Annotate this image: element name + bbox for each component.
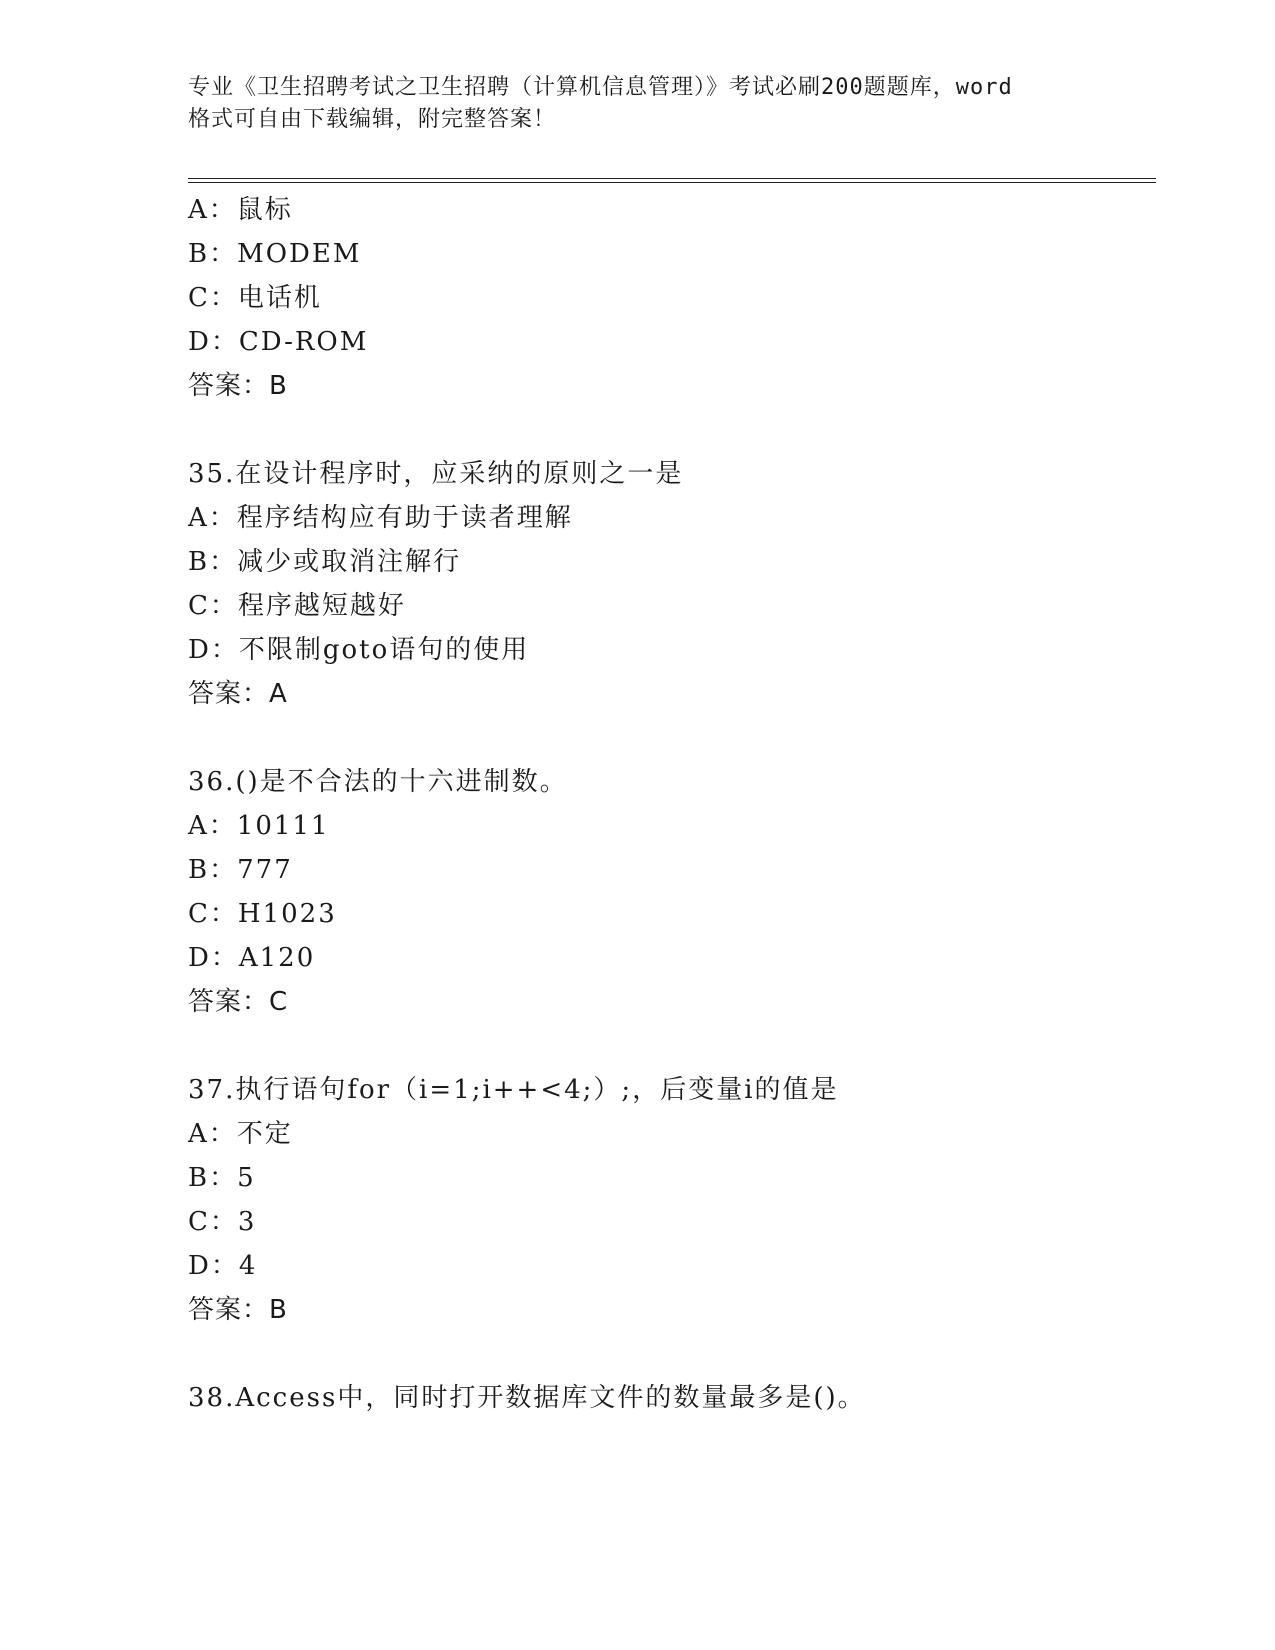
q35-option-c: C：程序越短越好 [188,591,406,621]
q34-option-a: A：鼠标 [188,195,293,225]
q34-option-c: C：电话机 [188,283,322,313]
q36-option-a: A：10111 [188,811,330,841]
q36-answer: 答案：C [188,987,289,1017]
header-line-1: 专业《卫生招聘考试之卫生招聘（计算机信息管理）》考试必刷200题题库，word [188,75,1013,100]
q37-option-c: C：3 [188,1207,257,1237]
q36-stem: 36.()是不合法的十六进制数。 [188,767,568,797]
q38-stem: 38.Access中，同时打开数据库文件的数量最多是()。 [188,1383,866,1413]
q36-option-c: C：H1023 [188,899,337,929]
q35-answer: 答案：A [188,679,288,709]
q35-stem: 35.在设计程序时，应采纳的原则之一是 [188,459,684,489]
q36-option-b: B：777 [188,855,293,885]
q35-option-d: D：不限制goto语句的使用 [188,635,530,665]
q34-answer: 答案：B [188,371,288,401]
header-divider-top [188,178,1156,179]
q37-option-d: D：4 [188,1251,258,1281]
q37-stem: 37.执行语句for（i=1;i++<4;）;，后变量i的值是 [188,1075,839,1105]
header-divider-bottom [188,182,1156,183]
q34-option-b: B：MODEM [188,239,362,269]
q35-option-a: A：程序结构应有助于读者理解 [188,503,573,533]
q34-option-d: D：CD-ROM [188,327,369,357]
q36-option-d: D：A120 [188,943,316,973]
q37-option-b: B：5 [188,1163,256,1193]
q37-option-a: A：不定 [188,1119,293,1149]
q35-option-b: B：减少或取消注解行 [188,547,462,577]
q37-answer: 答案：B [188,1295,288,1325]
document-header [188,72,1088,136]
header-line-2: 格式可自由下载编辑，附完整答案！ [188,107,557,132]
